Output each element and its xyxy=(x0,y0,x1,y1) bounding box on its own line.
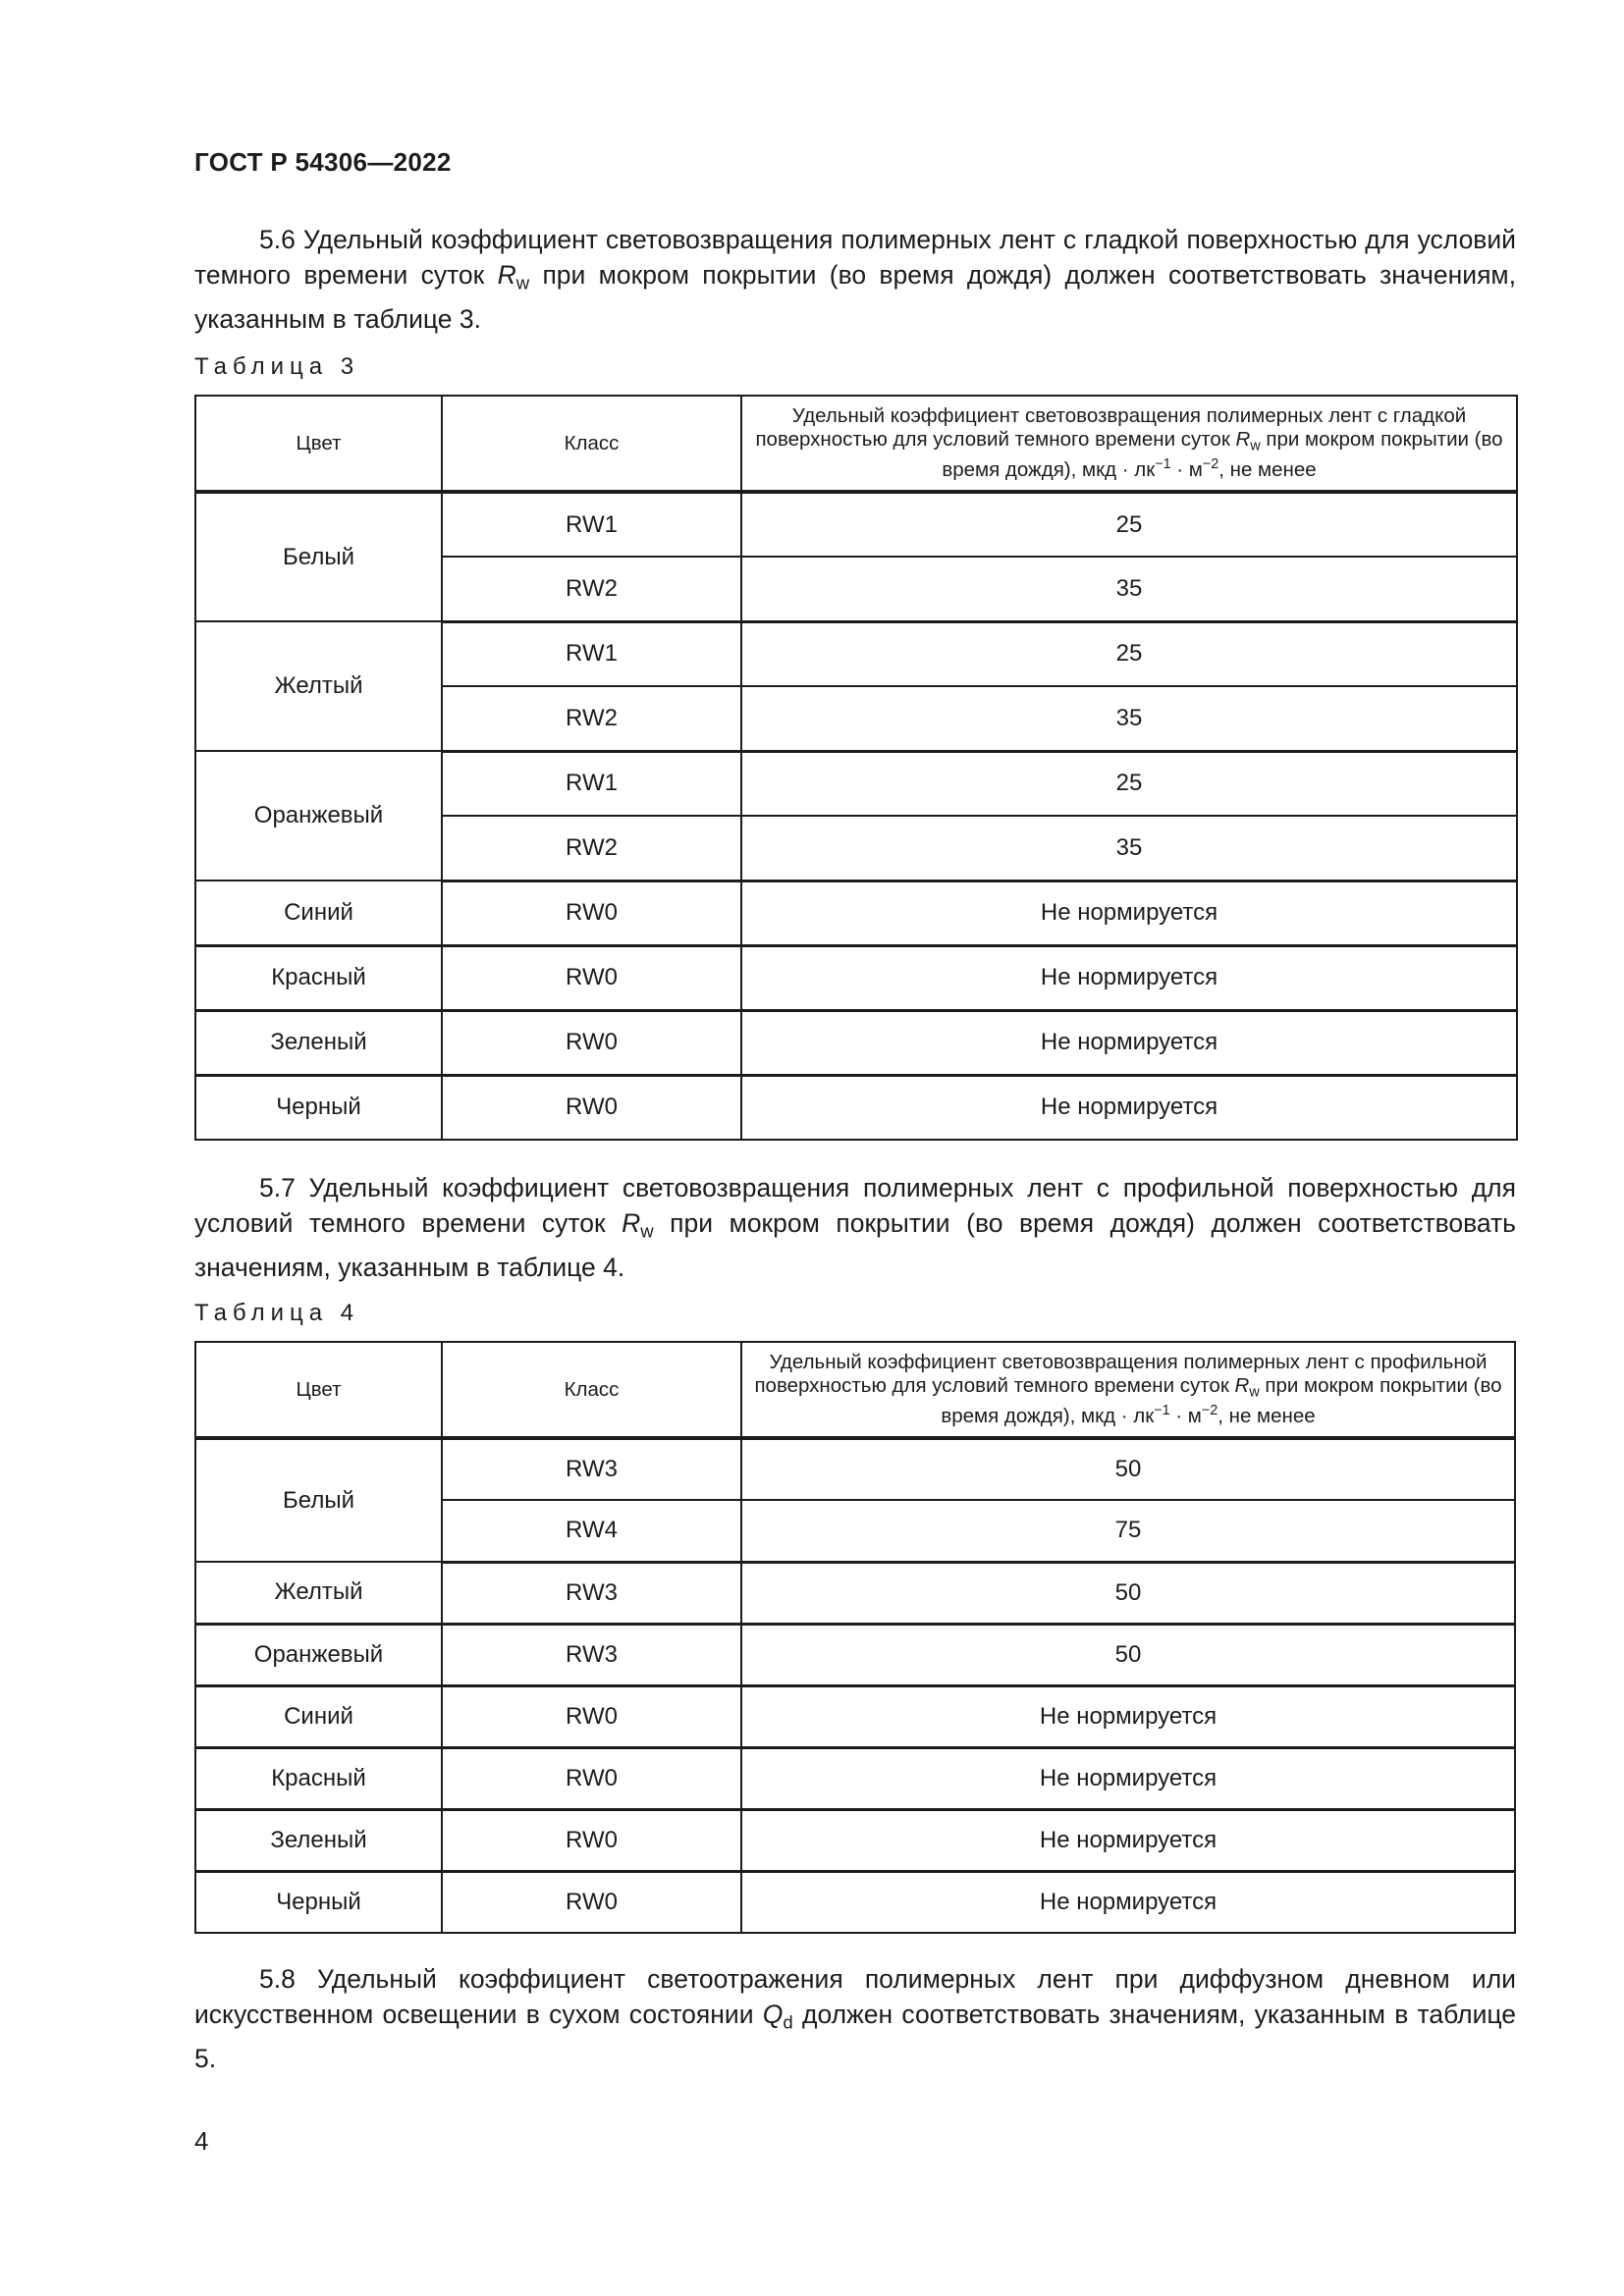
class-cell: RW2 xyxy=(442,686,741,751)
value-cell: Не нормируется xyxy=(741,881,1517,945)
class-cell: RW0 xyxy=(442,881,741,945)
class-cell: RW0 xyxy=(442,945,741,1010)
table-3-caption: Таблица 3 xyxy=(194,353,360,380)
value-cell: Не нормируется xyxy=(741,945,1517,1010)
value-cell: 35 xyxy=(741,686,1517,751)
table-row xyxy=(195,621,1517,686)
color-cell: Синий xyxy=(195,881,442,945)
table-row xyxy=(195,881,1517,945)
class-cell: RW2 xyxy=(442,816,741,881)
table-row xyxy=(195,492,1517,557)
column-header-color: Цвет xyxy=(195,1342,442,1438)
color-cell: Оранжевый xyxy=(195,751,442,881)
table-row xyxy=(195,1438,1515,1500)
value-cell: 50 xyxy=(741,1624,1515,1685)
color-cell: Белый xyxy=(195,1438,442,1562)
class-cell: RW0 xyxy=(442,1010,741,1075)
table-row xyxy=(195,1685,1515,1747)
class-cell: RW1 xyxy=(442,492,741,557)
column-header-value: Удельный коэффициент световозвращения полимерных лент с гладкой поверхностью для условий темного времени суток $R_w$ при мокром покрытии (во время дождя), мкд · $лк^{-1} \cdot м^{-2}$, не менее xyxy=(741,396,1517,492)
value-cell: 50 xyxy=(741,1438,1515,1500)
class-cell: RW3 xyxy=(442,1624,741,1685)
value-cell: 25 xyxy=(741,751,1517,816)
value-cell: Не нормируется xyxy=(741,1809,1515,1871)
value-cell: Не нормируется xyxy=(741,1747,1515,1809)
color-cell: Красный xyxy=(195,1747,442,1809)
class-cell: RW4 xyxy=(442,1500,741,1562)
color-cell: Желтый xyxy=(195,621,442,751)
value-cell: Не нормируется xyxy=(741,1871,1515,1933)
table-row xyxy=(195,945,1517,1010)
value-cell: Не нормируется xyxy=(741,1685,1515,1747)
paragraph-5-8: 5.8 Удельный коэффициент светоотражения полимерных лент при диффузном дневном или искусственном освещении в сухом состоянии $Q_d$ должен соответствовать значениям, указанным в таблице 5. xyxy=(194,1964,1516,2073)
color-cell: Красный xyxy=(195,945,442,1010)
table-row xyxy=(195,1562,1515,1624)
color-cell: Черный xyxy=(195,1871,442,1933)
value-cell: 35 xyxy=(741,557,1517,621)
table-row xyxy=(195,1871,1515,1933)
value-cell: Не нормируется xyxy=(741,1075,1517,1140)
table-row xyxy=(195,1075,1517,1140)
value-cell: 25 xyxy=(741,492,1517,557)
class-cell: RW1 xyxy=(442,621,741,686)
color-cell: Зеленый xyxy=(195,1010,442,1075)
color-cell: Желтый xyxy=(195,1562,442,1624)
table-row xyxy=(195,1747,1515,1809)
color-cell: Черный xyxy=(195,1075,442,1140)
page-number: 4 xyxy=(194,2126,209,2156)
value-cell: Не нормируется xyxy=(741,1010,1517,1075)
value-cell: 50 xyxy=(741,1562,1515,1624)
value-cell: 25 xyxy=(741,621,1517,686)
class-cell: RW2 xyxy=(442,557,741,621)
table-4 xyxy=(194,1341,1516,1934)
class-cell: RW0 xyxy=(442,1747,741,1809)
column-header-class: Класс xyxy=(442,1342,741,1438)
class-cell: RW0 xyxy=(442,1685,741,1747)
color-cell: Синий xyxy=(195,1685,442,1747)
paragraph-5-7: 5.7 Удельный коэффициент световозвращения полимерных лент с профильной поверхностью для условий темного времени суток $R_w$ при мокром покрытии (во время дождя) должен соответствовать значениям, указанным в таблице 4. xyxy=(194,1173,1516,1282)
table-3 xyxy=(194,395,1518,1141)
color-cell: Зеленый xyxy=(195,1809,442,1871)
table-row xyxy=(195,751,1517,816)
class-cell: RW3 xyxy=(442,1438,741,1500)
column-header-value: Удельный коэффициент световозвращения полимерных лент с профильной поверхностью для условий темного времени суток $R_w$ при мокром покрытии (во время дождя), мкд · $лк^{-1} \cdot м^{-2}$, не менее xyxy=(741,1342,1515,1438)
class-cell: RW1 xyxy=(442,751,741,816)
column-header-color: Цвет xyxy=(195,396,442,492)
value-cell: 75 xyxy=(741,1500,1515,1562)
class-cell: RW3 xyxy=(442,1562,741,1624)
class-cell: RW0 xyxy=(442,1871,741,1933)
table-row xyxy=(195,1809,1515,1871)
table-row xyxy=(195,1010,1517,1075)
class-cell: RW0 xyxy=(442,1075,741,1140)
table-row xyxy=(195,1624,1515,1685)
value-cell: 35 xyxy=(741,816,1517,881)
paragraph-5-6: 5.6 Удельный коэффициент световозвращения полимерных лент с гладкой поверхностью для условий темного времени суток $R_w$ при мокром покрытии (во время дождя) должен соответствовать значениям, указанным в таблице 3. xyxy=(194,225,1517,334)
color-cell: Оранжевый xyxy=(195,1624,442,1685)
document-header: ГОСТ Р 54306—2022 xyxy=(194,147,452,177)
table-4-caption: Таблица 4 xyxy=(194,1300,360,1326)
color-cell: Белый xyxy=(195,492,442,621)
class-cell: RW0 xyxy=(442,1809,741,1871)
column-header-class: Класс xyxy=(442,396,741,492)
